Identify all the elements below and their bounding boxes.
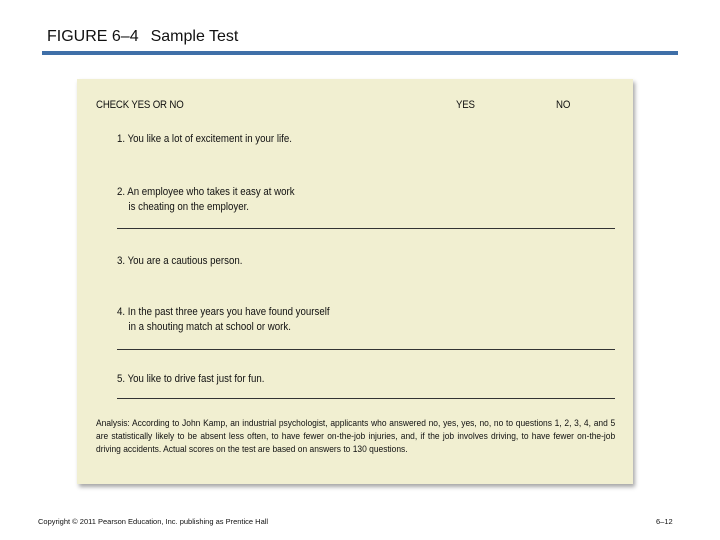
page-number: 6–12	[656, 517, 673, 526]
no-column-header: NO	[556, 99, 571, 111]
question-4	[117, 305, 330, 334]
question-number: 3.	[117, 255, 126, 267]
question-text: An employee who takes it easy at work	[127, 186, 295, 198]
question-text-continued: is cheating on the employer.	[128, 200, 249, 213]
question-1	[117, 132, 292, 147]
answer-rule	[117, 349, 615, 350]
answer-rule	[117, 398, 615, 399]
analysis-text: Analysis: According to John Kamp, an industrial psychologist, applicants who answered no, yes, yes, no, no to questions 1, 2, 3, 4, and 5 are statistically likely to be absent less often, to have fewer on-the-job injuries, and, if the job involves driving, to have fewer on-the-job driving accidents. Actual scores on the test are based on answers to 130 questions.	[96, 418, 616, 455]
title-rule	[42, 51, 678, 55]
question-number: 4.	[117, 306, 126, 318]
check-yes-no-header: CHECK YES OR NO	[96, 99, 184, 111]
slide-title	[47, 28, 238, 46]
figure-title: Sample Test	[150, 28, 239, 45]
question-text: In the past three years you have found yourself	[127, 306, 330, 318]
question-number: 5.	[117, 373, 126, 385]
sample-test-card	[77, 79, 633, 484]
question-text: You are a cautious person.	[127, 255, 243, 267]
question-3	[117, 254, 242, 269]
yes-column-header: YES	[456, 99, 475, 111]
question-number: 1.	[117, 133, 126, 145]
question-text: You like a lot of excitement in your life.	[127, 133, 292, 145]
figure-label: FIGURE 6–4	[47, 28, 139, 45]
copyright-notice: Copyright © 2011 Pearson Education, Inc. publishing as Prentice Hall	[38, 517, 269, 526]
question-5	[117, 372, 264, 387]
question-number: 2.	[117, 186, 126, 198]
answer-rule	[117, 228, 615, 229]
question-text-continued: in a shouting match at school or work.	[128, 320, 291, 333]
question-text: You like to drive fast just for fun.	[127, 373, 265, 385]
question-2	[117, 185, 295, 214]
